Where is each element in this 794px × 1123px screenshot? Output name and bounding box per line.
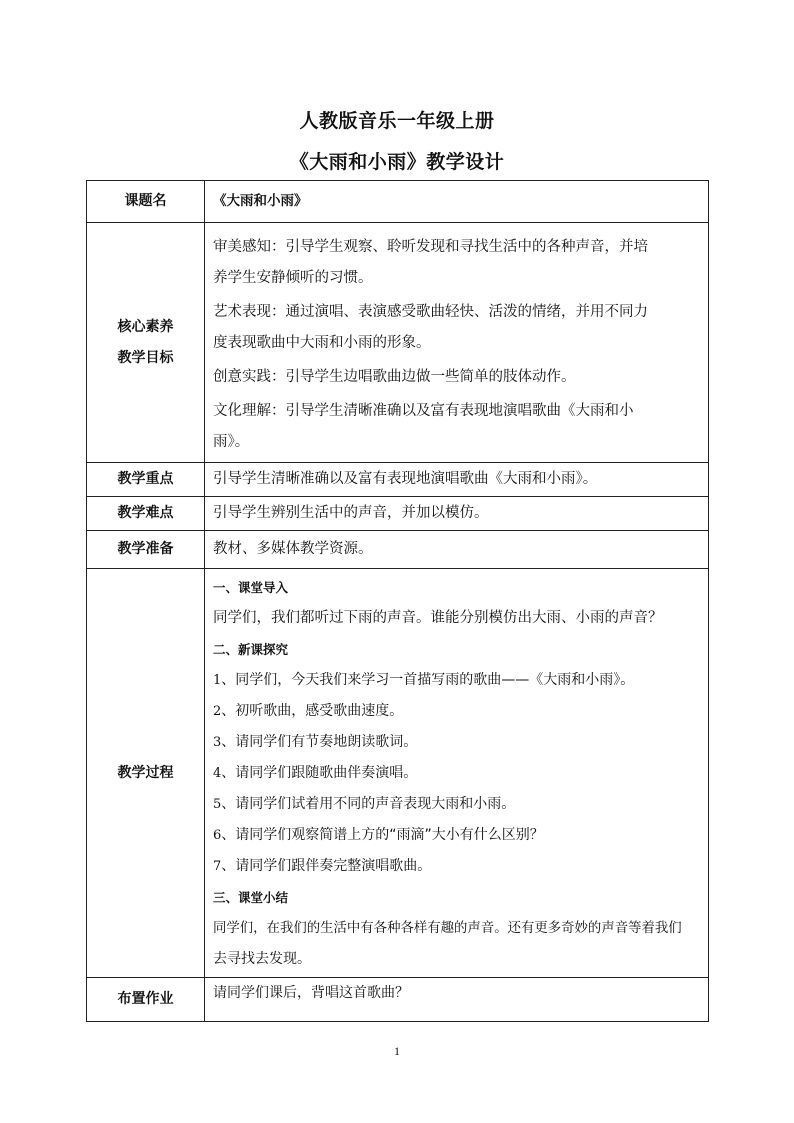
table-row-key-points — [87, 463, 709, 497]
table-row-process — [87, 569, 709, 978]
document-subtitle: 《大雨和小雨》教学设计 — [289, 151, 505, 173]
goals-label: 核心素养 教学目标 — [87, 223, 205, 463]
document-title: 人教版音乐一年级上册 — [299, 110, 495, 132]
section-heading: 一、课堂导入 — [213, 579, 289, 595]
goal-aesthetic: 审美感知：引导学生观察、聆听发现和寻找生活中的各种声音，并培 养学生安静倾听的习惯。 — [213, 238, 648, 286]
difficulties-label: 教学难点 — [87, 497, 205, 531]
intro-text: 同学们，我们都听过下雨的声音。谁能分别模仿出大雨、小雨的声音？ — [213, 609, 663, 626]
list-item: 5、请同学们试着用不同的声音表现大雨和小雨。 — [213, 795, 516, 812]
process-label: 教学过程 — [87, 569, 205, 978]
summary-text: 去寻找去发现。 — [213, 950, 311, 967]
list-item: 1、同学们，今天我们来学习一首描写雨的歌曲——《大雨和小雨》。 — [213, 671, 635, 688]
goals-value — [205, 223, 709, 463]
process-value — [205, 569, 709, 978]
list-item: 2、初听歌曲，感受歌曲速度。 — [213, 702, 404, 719]
lesson-plan-table — [86, 180, 709, 1022]
key-points-label: 教学重点 — [87, 463, 205, 497]
summary-text: 同学们，在我们的生活中有各种各样有趣的声音。还有更多奇妙的声音等着我们 — [213, 920, 682, 936]
section-heading: 二、新课探究 — [213, 641, 289, 657]
goal-creative-practice: 创意实践：引导学生边唱歌曲边做一些简单的肢体动作。 — [213, 368, 576, 385]
list-item: 7、请同学们跟伴奏完整演唱歌曲。 — [213, 857, 432, 874]
section-heading: 三、课堂小结 — [213, 889, 289, 905]
table-row-goals — [87, 223, 709, 463]
list-item: 4、请同学们跟随歌曲伴奏演唱。 — [213, 764, 418, 781]
difficulties-value: 引导学生辨别生活中的声音，并加以模仿。 — [205, 497, 709, 531]
page-number: 1 — [394, 1044, 400, 1058]
topic-value: 《大雨和小雨》 — [205, 181, 709, 223]
preparation-value: 教材、多媒体教学资源。 — [205, 531, 709, 569]
table-row-topic — [87, 181, 709, 223]
goal-cultural-understanding: 文化理解：引导学生清晰准确以及富有表现地演唱歌曲《大雨和小 雨》。 — [213, 402, 634, 450]
table-row-homework — [87, 978, 709, 1022]
key-points-value: 引导学生清晰准确以及富有表现地演唱歌曲《大雨和小雨》。 — [205, 463, 709, 497]
homework-value: 请同学们课后，背唱这首歌曲？ — [205, 978, 709, 1022]
list-item: 6、请同学们观察简谱上方的“雨滴”大小有什么区别？ — [213, 826, 544, 843]
table-row-preparation — [87, 531, 709, 569]
goal-artistic-expression: 艺术表现：通过演唱、表演感受歌曲轻快、活泼的情绪，并用不同力 度表现歌曲中大雨和小雨的形象。 — [213, 303, 648, 351]
preparation-label: 教学准备 — [87, 531, 205, 569]
list-item: 3、请同学们有节奏地朗读歌词。 — [213, 733, 418, 750]
homework-label: 布置作业 — [87, 978, 205, 1022]
table-row-difficulties — [87, 497, 709, 531]
topic-label: 课题名 — [87, 181, 205, 223]
